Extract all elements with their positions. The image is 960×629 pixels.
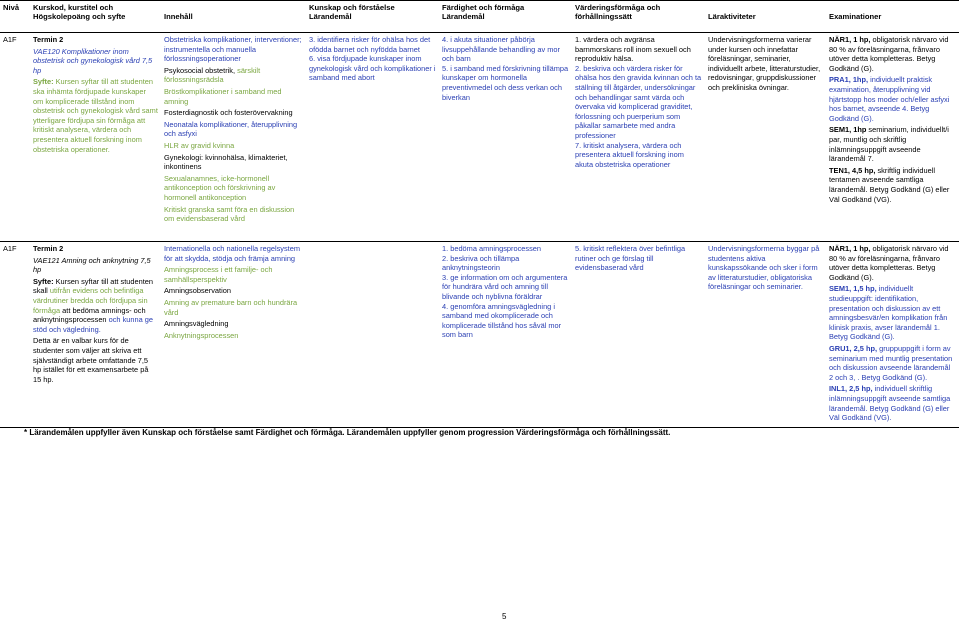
- header-vardering: Värderingsförmåga och förhållningssätt: [572, 1, 705, 33]
- row1-course-title: VAE120 Komplikationer inom obstetrisk och gynekologisk vård 7,5 hp: [33, 46, 153, 75]
- header-row: [0, 1, 959, 33]
- row2-niva: A1F: [0, 242, 30, 428]
- table-row: [0, 242, 959, 428]
- row1-niva: A1F: [0, 33, 30, 242]
- header-lar: Läraktiviteter: [705, 1, 826, 33]
- row2-course: Termin 2 VAE121 Amning och anknytning 7,5 hp Syfte: Kursen syftar till att studenten skall utifrån evidens och befintliga värdrutiner bredda och fördjupa sin förmåga att bedöma amnings- och anknytningsprocessen och kunna ge stöd och vägledning. Detta är en valbar kurs för de studenter som väljer att skriva ett självständigt arbete omfattande 7,5 hp istället för ett examensarbete på 15 hp.: [30, 242, 161, 428]
- row2-course-title: VAE121 Amning och anknytning 7,5 hp: [33, 255, 151, 275]
- row2-kunskap: [306, 242, 439, 428]
- header-kunskap: Kunskap och förståelse Lärandemål: [306, 1, 439, 33]
- row1-fardighet: 4. i akuta situationer påbörja livsuppehållande behandling av mor och barn 5. i samband med förskrivning tillämpa kunskaper om hormonella preventivmedel och dess verkan och biverkan: [439, 33, 572, 242]
- row2-exam: NÄR1, 1 hp, obligatorisk närvaro vid 80 % av föreläsningarna, frånvaro utöver detta kompletteras. Betyg Godkänd (G). SEM1, 1,5 hp, individuellt studieuppgift: identifikation, presentation och diskussion av ett amningsbesvär/en komplikation från klinisk praxis, avser lärandemål 1. Betyg Godkänd (G). GRU1, 2,5 hp, gruppuppgift i form av seminarium med muntlig presentation och diskussion avseende lärandemål 2 och 3, . Betyg Godkänd (G). INL1, 2,5 hp, individuell skriftlig inlämningsuppgift avseende samtliga lärandemål. Betyg Godkänd (G) eller Väl Godkänd (VG).: [826, 242, 959, 428]
- header-niva: Nivå: [0, 1, 30, 33]
- row1-syfte: Kursen syftar till att studenten ska inhämta fördjupade kunskaper om komplicerade tillstånd inom obstetrisk och gynekologisk vård samt ytterligare fördjupa sin förmåga att kritiskt analysera, värdera och presentera aktuell forskning inom obstetriska operationer.: [33, 77, 158, 154]
- row2-lar: Undervisningsformerna byggar på studentens aktiva kunskapssökande och sker i form av litteraturstudier, obligatoriska föreläsningar och seminarier.: [705, 242, 826, 428]
- row2-innehall: Internationella och nationella regelsystem för att skydda, stödja och främja amning Amningsprocess i ett familje- och samhällsperspektiv Amningsobservation Amning av premature barn och hundrära vård Amningsvägledning Anknytningsprocessen: [161, 242, 306, 428]
- row1-exam: NÄR1, 1 hp, obligatorisk närvaro vid 80 % av föreläsningarna, frånvaro utöver detta kompletteras. Betyg Godkänd (G). PRA1, 1hp, individuellt praktisk examination, återupplivning vid hjärtstopp hos moder och/eller asfyxi hos barnet, avseende 4. Betyg Godkänd (G). SEM1, 1hp seminarium, individuellt/i par, muntlig och skriftlig inlämningsuppgift avseende lärandemål 7. TEN1, 4,5 hp, skriftlig individuell tentamen avseende samtliga lärandemål. Betyg Godkänd (G) eller Väl Godkänd (VG).: [826, 33, 959, 242]
- header-exam: Examinationer: [826, 1, 959, 33]
- row2-fardighet: 1. bedöma amningsprocessen 2. beskriva och tillämpa anknytningsteorin 3. ge information om och argumentera för hundrära vård och amning till blivande och nyblivna föräldrar 4. genomföra amningsvägledning i samband med okomplicerade och komplicerade tillstånd hos såväl mor som barn: [439, 242, 572, 428]
- row1-course: Termin 2 VAE120 Komplikationer inom obstetrisk och gynekologisk vård 7,5 hp Syfte: Kursen syftar till att studenten ska inhämta fördjupade kunskaper om komplicerade tillstånd inom obstetrisk och gynekologisk vård samt ytterligare fördjupa sin förmåga att kritiskt analysera, värdera och presentera aktuell forskning inom obstetriska operationer.: [30, 33, 161, 242]
- row1-lar: Undervisningsformerna varierar under kursen och innefattar föreläsningar, seminarier, individuellt arbete, litteraturstudier, redovisningar, gruppdiskussioner och prekliniska övningar.: [705, 33, 826, 242]
- row2-vardering: 5. kritiskt reflektera över befintliga rutiner och ge förslag till evidensbaserad vård: [572, 242, 705, 428]
- row1-termin: Termin 2: [33, 35, 64, 44]
- row1-vardering: 1. värdera och avgränsa barnmorskans roll inom sexuell och reproduktiv hälsa. 2. beskriva och värdera risker för ohälsa hos den gravida kvinnan och ta ställning till åtgärder, undersökningar och behandlingar samt värda och övervaka vid komplicerad graviditet, förlossning och puerperium som påkallar samarbete med andra professioner 7. kritiskt analysera, värdera och presentera aktuell forskning inom akuta obstetriska operationer: [572, 33, 705, 242]
- footnote: * Lärandemålen uppfyller även Kunskap och förståelse samt Färdighet och förmåga. Lärandemålen uppfyller genom progression Värderingsförmåga och förhållningssätt.: [24, 428, 671, 437]
- row1-kunskap: 3. identifiera risker för ohälsa hos det ofödda barnet och nyfödda barnet 6. visa fördjupade kunskaper inom gynekologisk vård och komplikationer i samband med abort: [306, 33, 439, 242]
- header-innehall: Innehåll: [161, 1, 306, 33]
- row2-termin: Termin 2: [33, 244, 64, 253]
- table-row: [0, 33, 959, 242]
- row1-innehall: Obstetriska komplikationer, interventioner; instrumentella och manuella förlossningsoperationer Psykosocial obstetrik, särskilt förlossningsrädsla Bröstkomplikationer i samband med amning Fosterdiagnostik och fosterövervakning Neonatala komplikationer, återupplivning och asfyxi HLR av gravid kvinna Gynekologi: kvinnohälsa, klimakteriet, inkontinens Sexualanamnes, icke-hormonell antikonception och förskrivning av hormonell antikonception Kritiskt granska samt föra en diskussion om evidensbaserad vård: [161, 33, 306, 242]
- header-fardighet: Färdighet och förmåga Lärandemål: [439, 1, 572, 33]
- header-kurskod: Kurskod, kurstitel och Högskolepoäng och syfte: [30, 1, 161, 33]
- page-number: 5: [502, 612, 507, 621]
